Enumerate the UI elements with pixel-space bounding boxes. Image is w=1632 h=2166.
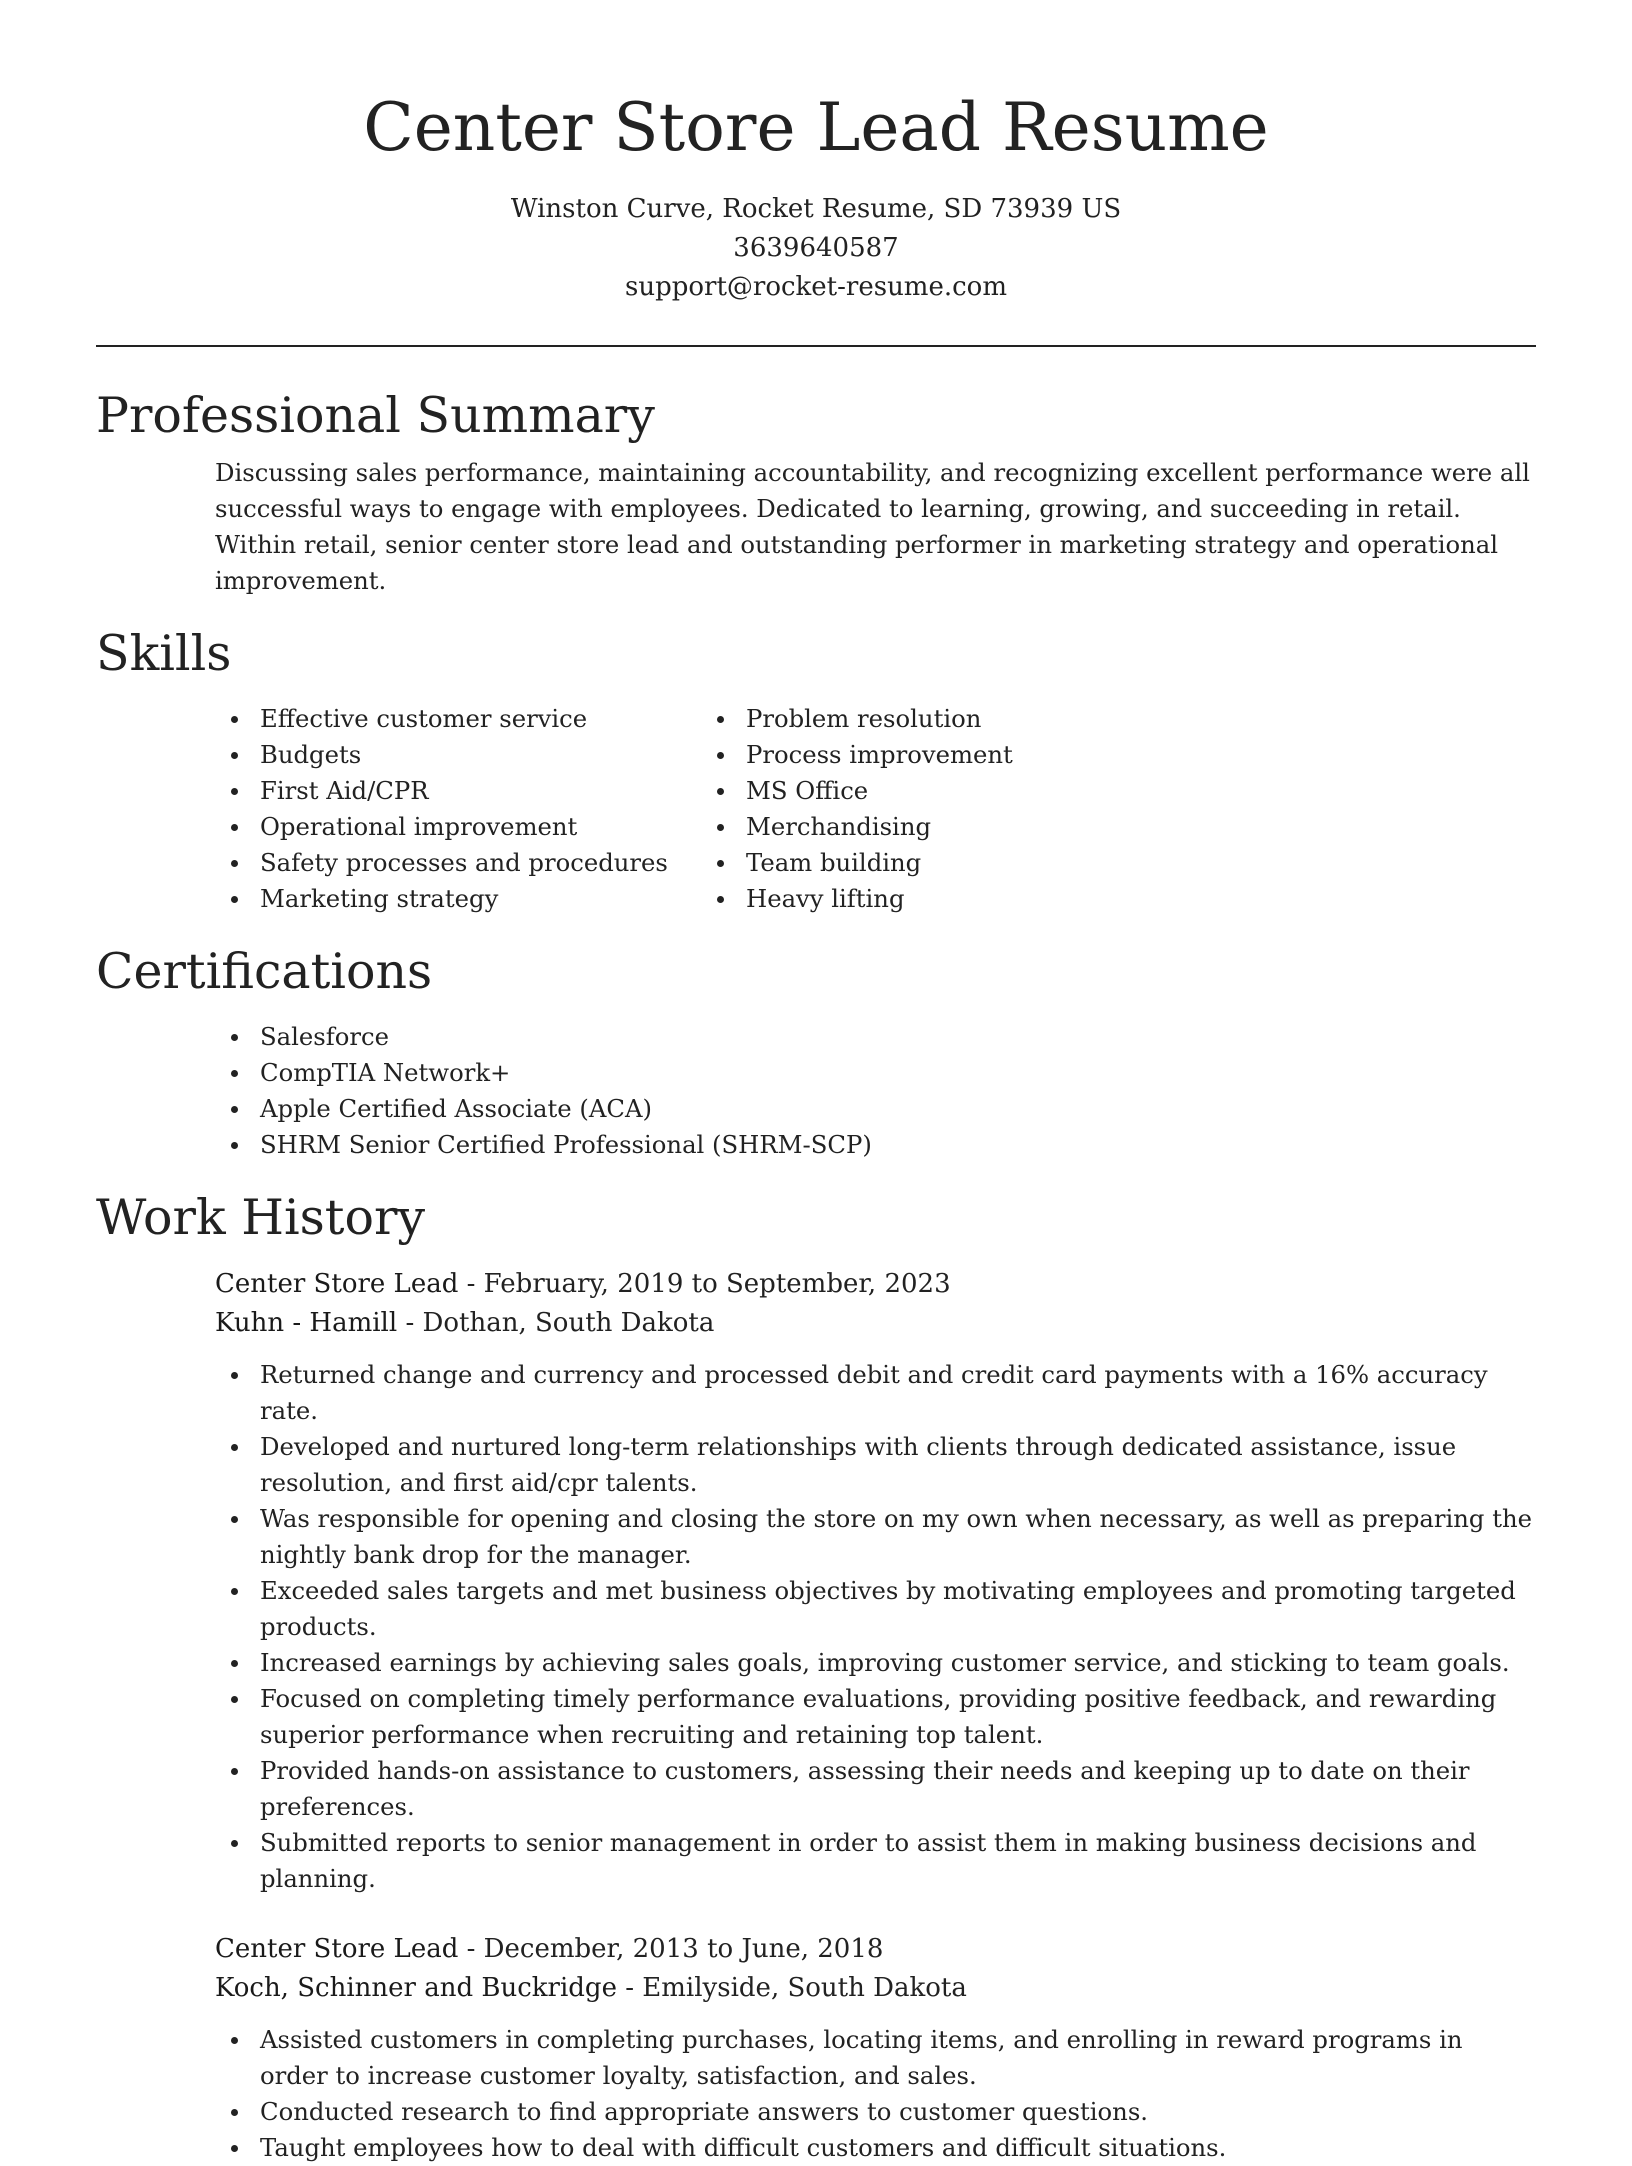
job-company-line — [215, 1969, 1536, 2008]
job-dates: December, 2013 to June, 2018 — [483, 1934, 884, 1964]
job-location: Emilyside, South Dakota — [642, 1973, 967, 2003]
skill-item: Budgets — [260, 737, 746, 773]
job-separator: - — [397, 1308, 423, 1338]
job-separator: - — [458, 1269, 484, 1299]
header-divider — [96, 345, 1536, 347]
skills-column-right — [746, 701, 1232, 917]
certifications-heading: Certifications — [96, 943, 433, 1000]
skill-item: Marketing strategy — [260, 881, 746, 917]
job-bullet: Provided hands-on assistance to customers, assessing their needs and keeping up to date on their preferences. — [260, 1753, 1536, 1825]
job-entry — [215, 1265, 1536, 1897]
skill-item: MS Office — [746, 773, 1232, 809]
certification-item: Salesforce — [260, 1019, 1536, 1055]
skills-grid — [96, 701, 1536, 917]
job-bullet: Conducted research to find appropriate answers to customer questions. — [260, 2094, 1536, 2130]
job-title: Center Store Lead — [215, 1934, 459, 1964]
skill-item: Problem resolution — [746, 701, 1232, 737]
job-bullet: Submitted reports to senior management in order to assist them in making business decisions and planning. — [260, 1825, 1536, 1897]
job-company: Koch, Schinner and Buckridge — [215, 1973, 617, 2003]
job-bullet: Was responsible for opening and closing the store on my own when necessary, as well as preparing the nightly bank drop for the manager. — [260, 1501, 1536, 1573]
work-history-heading: Work History — [96, 1189, 426, 1246]
job-title-line — [215, 1930, 1536, 1969]
skill-item: Merchandising — [746, 809, 1232, 845]
job-separator: - — [458, 1934, 484, 1964]
job-bullets — [215, 2022, 1536, 2166]
contact-address: Winston Curve, Rocket Resume, SD 73939 US — [510, 194, 1122, 224]
job-title: Center Store Lead — [215, 1269, 459, 1299]
job-company: Kuhn - Hamill — [215, 1308, 398, 1338]
job-location: Dothan, South Dakota — [422, 1308, 715, 1338]
work-history-section — [96, 1187, 1536, 2166]
resume-page — [96, 0, 1536, 2166]
job-company-line — [215, 1304, 1536, 1343]
contact-email: support@rocket-resume.com — [624, 272, 1007, 302]
skill-item: Safety processes and procedures — [260, 845, 746, 881]
job-bullet: Focused on completing timely performance evaluations, providing positive feedback, and rewarding superior performance when recruiting and retaining top talent. — [260, 1681, 1536, 1753]
summary-section — [96, 385, 1536, 599]
skills-column-left — [96, 701, 746, 917]
job-separator: - — [616, 1973, 643, 2003]
job-bullet: Increased earnings by achieving sales goals, improving customer service, and sticking to team goals. — [260, 1645, 1536, 1681]
job-title-line — [215, 1265, 1536, 1304]
skill-item: Effective customer service — [260, 701, 746, 737]
skill-item: First Aid/CPR — [260, 773, 746, 809]
job-bullet: Taught employees how to deal with difficult customers and difficult situations. — [260, 2130, 1536, 2166]
certification-item: CompTIA Network+ — [260, 1055, 1536, 1091]
resume-title: Center Store Lead Resume — [363, 89, 1269, 166]
contact-block — [96, 190, 1536, 307]
skill-item: Team building — [746, 845, 1232, 881]
certifications-section — [96, 941, 1536, 1163]
certifications-list — [96, 1019, 1536, 1163]
job-bullet: Exceeded sales targets and met business objectives by motivating employees and promoting targeted products. — [260, 1573, 1536, 1645]
job-bullet: Developed and nurtured long-term relationships with clients through dedicated assistance, issue resolution, and first aid/cpr talents. — [260, 1429, 1536, 1501]
skill-item: Operational improvement — [260, 809, 746, 845]
summary-heading: Professional Summary — [96, 387, 655, 444]
contact-phone: 3639640587 — [733, 233, 899, 263]
job-bullet: Returned change and currency and processed debit and credit card payments with a 16% accuracy rate. — [260, 1357, 1536, 1429]
skill-item: Heavy lifting — [746, 881, 1232, 917]
job-bullets — [215, 1357, 1536, 1897]
skills-section — [96, 623, 1536, 917]
job-entry — [215, 1930, 1536, 2166]
skill-item: Process improvement — [746, 737, 1232, 773]
job-bullet: Assisted customers in completing purchases, locating items, and enrolling in reward programs in order to increase customer loyalty, satisfaction, and sales. — [260, 2022, 1536, 2094]
certification-item: SHRM Senior Certified Professional (SHRM-SCP) — [260, 1127, 1536, 1163]
certification-item: Apple Certified Associate (ACA) — [260, 1091, 1536, 1127]
summary-text: Discussing sales performance, maintaining accountability, and recognizing excellent performance were all successful ways to engage with employees. Dedicated to learning, growing, and succeeding in retail. Within retail, senior center store lead and outstanding performer in marketing strategy and operational improvement. — [215, 458, 1530, 595]
job-dates: February, 2019 to September, 2023 — [483, 1269, 951, 1299]
skills-heading: Skills — [96, 625, 232, 682]
